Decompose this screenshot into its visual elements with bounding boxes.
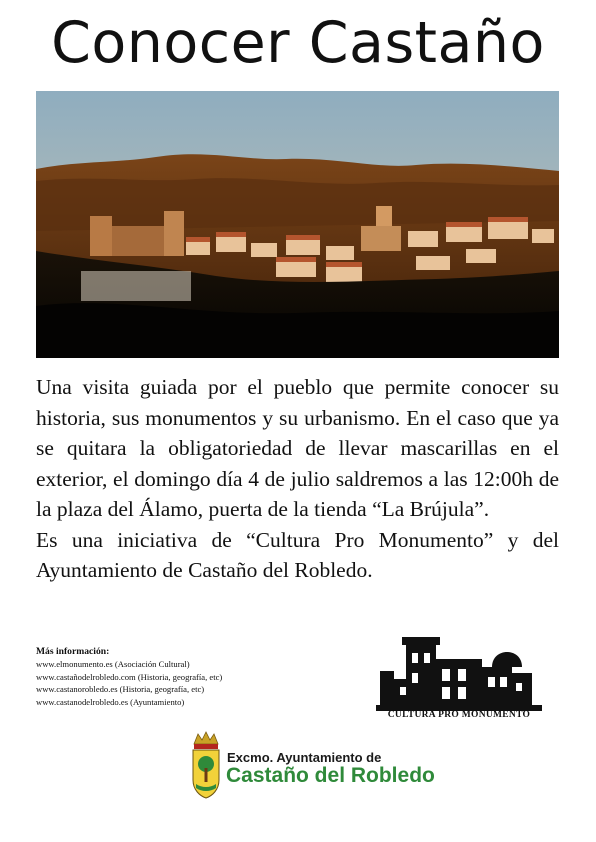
info-link[interactable]: www.castañodelrobledo.com (Historia, geografía, etc) <box>36 671 223 682</box>
cultura-pro-monumento-label: CULTURA PRO MONUMENTO <box>387 710 531 720</box>
page-title: Conocer Castaño <box>51 10 545 76</box>
info-link[interactable]: www.elmonumento.es (Asociación Cultural) <box>36 659 190 670</box>
description-paragraph-2: Es una iniciativa de “Cultura Pro Monumento” y del Ayuntamiento de Castaño del Robledo. <box>36 527 559 582</box>
coat-of-arms-icon <box>190 730 222 800</box>
ayuntamiento-name: Castaño del Robledo <box>226 764 435 787</box>
more-info <box>36 646 336 708</box>
village-photo <box>36 91 559 358</box>
description <box>36 372 559 586</box>
description-paragraph-1: Una visita guiada por el pueblo que permite conocer su historia, sus monumentos y su urbanismo. En el caso que ya se quitara la obligatoriedad de llevar mascarillas en el exterior, el domingo día 4 de julio saldremos a las 12:00h de la plaza del Álamo, puerta de la tienda “La Brújula”. <box>36 375 559 521</box>
info-link[interactable]: www.castanorobledo.es (Historia, geografía, etc) <box>36 684 205 695</box>
ayuntamiento-label: Excmo. Ayuntamiento de <box>227 750 382 765</box>
info-link[interactable]: www.castanodelrobledo.es (Ayuntamiento) <box>36 696 185 707</box>
more-info-heading: Más información: <box>36 646 110 657</box>
